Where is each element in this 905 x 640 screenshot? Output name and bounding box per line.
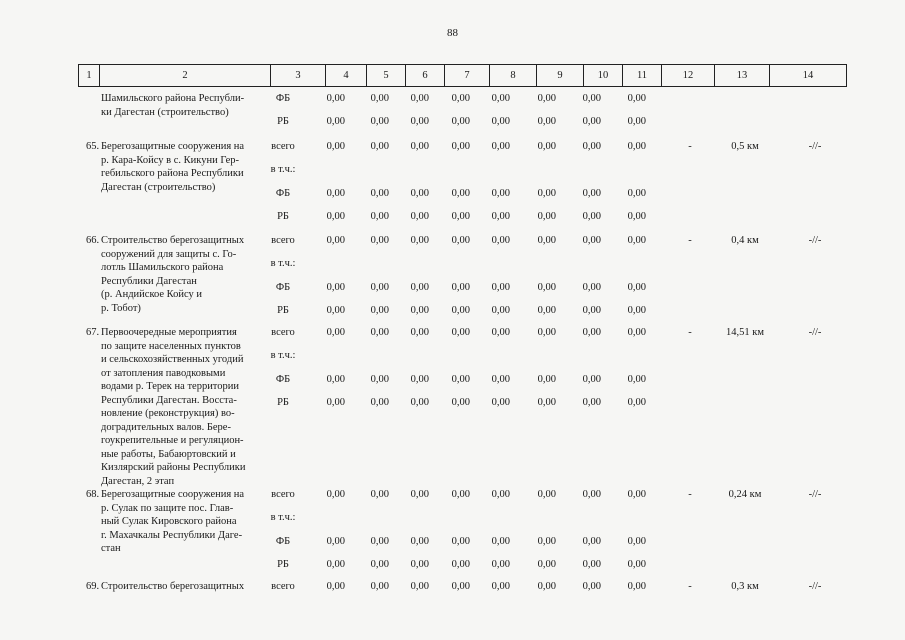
- header-cell: 6: [406, 65, 445, 87]
- value-cell: 0,00: [370, 93, 389, 104]
- value-cell: 0,00: [451, 188, 470, 199]
- value-cell: 0,00: [582, 211, 601, 222]
- value-cell: 0,00: [370, 305, 389, 316]
- funding-source-label: всего: [271, 141, 295, 152]
- header-cell: 9: [537, 65, 584, 87]
- header-cell: 5: [367, 65, 406, 87]
- value-cell: 0,00: [627, 211, 646, 222]
- value-cell: 0,00: [537, 397, 556, 408]
- row-description-line: гоукрепительные и регуляцион-: [101, 435, 244, 446]
- header-cell: 7: [445, 65, 490, 87]
- value-cell: 0,00: [627, 305, 646, 316]
- row-description-line: Берегозащитные сооружения на: [101, 489, 245, 500]
- funding-source-label: всего: [271, 327, 295, 338]
- value-cell: 0,00: [582, 305, 601, 316]
- row-description-line: и сельскохозяйственных угодий: [101, 354, 244, 365]
- column-12-cell: -: [688, 581, 692, 592]
- value-cell: 0,00: [326, 188, 345, 199]
- row-description-line: р. Тобот): [101, 302, 141, 314]
- value-cell: 0,00: [370, 235, 389, 246]
- funding-source-label: РБ: [277, 116, 289, 127]
- value-cell: 0,00: [370, 559, 389, 570]
- value-cell: 0,00: [451, 116, 470, 127]
- row-description-line: Строительство берегозащитных: [101, 235, 245, 246]
- value-cell: 0,00: [370, 489, 389, 500]
- value-cell: 0,00: [370, 282, 389, 293]
- value-cell: 0,00: [582, 397, 601, 408]
- value-cell: 0,00: [370, 536, 389, 547]
- value-cell: 0,00: [326, 397, 345, 408]
- row-number: 69.: [86, 581, 100, 592]
- row-description-line: Республики Дагестан: [101, 275, 197, 287]
- value-cell: 0,00: [491, 93, 510, 104]
- value-cell: 0,00: [326, 489, 345, 500]
- row-description-line: доградительных валов. Бере-: [101, 421, 231, 433]
- funding-source-label: в т.ч.:: [270, 350, 296, 361]
- header-cell: 14: [770, 65, 847, 87]
- value-cell: 0,00: [491, 581, 510, 592]
- funding-source-label: в т.ч.:: [270, 258, 296, 269]
- funding-source-label: РБ: [277, 559, 289, 570]
- funding-source-label: всего: [271, 235, 295, 246]
- row-description-line: по защите населенных пунктов: [101, 340, 241, 352]
- value-cell: 0,00: [451, 397, 470, 408]
- value-cell: 0,00: [582, 93, 601, 104]
- row-description-line: р. Кара-Койсу в с. Кикуни Гер-: [101, 154, 240, 166]
- value-cell: 0,00: [410, 305, 429, 316]
- value-cell: 0,00: [627, 93, 646, 104]
- value-cell: 0,00: [410, 282, 429, 293]
- value-cell: 0,00: [491, 211, 510, 222]
- value-cell: 0,00: [326, 211, 345, 222]
- value-cell: 0,00: [627, 327, 646, 338]
- header-cell: 1: [79, 65, 100, 87]
- value-cell: 0,00: [582, 116, 601, 127]
- value-cell: 0,00: [370, 397, 389, 408]
- header-cell: 12: [662, 65, 715, 87]
- value-cell: 0,00: [326, 305, 345, 316]
- value-cell: 0,00: [537, 327, 556, 338]
- length-km-cell: 0,4 км: [731, 235, 759, 246]
- column-14-cell: -//-: [808, 489, 822, 500]
- value-cell: 0,00: [537, 188, 556, 199]
- value-cell: 0,00: [326, 93, 345, 104]
- row-description-line: новление (реконструкция) во-: [101, 408, 235, 419]
- value-cell: 0,00: [537, 141, 556, 152]
- value-cell: 0,00: [582, 581, 601, 592]
- header-cell: 4: [326, 65, 367, 87]
- value-cell: 0,00: [410, 397, 429, 408]
- value-cell: 0,00: [370, 374, 389, 385]
- value-cell: 0,00: [370, 188, 389, 199]
- row-description-line: Кизлярский районы Республики: [101, 462, 246, 473]
- header-cell: 8: [490, 65, 537, 87]
- value-cell: 0,00: [627, 116, 646, 127]
- value-cell: 0,00: [537, 305, 556, 316]
- value-cell: 0,00: [537, 235, 556, 246]
- column-12-cell: -: [688, 141, 692, 152]
- value-cell: 0,00: [537, 374, 556, 385]
- value-cell: 0,00: [451, 235, 470, 246]
- header-cell: 13: [715, 65, 770, 87]
- row-description-line: Строительство берегозащитных: [101, 581, 245, 592]
- value-cell: 0,00: [627, 489, 646, 500]
- row-description-line: (р. Андийское Койсу и: [101, 289, 203, 300]
- row-description-line: р. Сулак по защите пос. Глав-: [101, 502, 234, 514]
- length-km-cell: 0,24 км: [728, 489, 762, 500]
- row-number: 67.: [86, 327, 100, 338]
- header-cell: 11: [623, 65, 662, 87]
- value-cell: 0,00: [582, 559, 601, 570]
- value-cell: 0,00: [410, 141, 429, 152]
- length-km-cell: 14,51 км: [726, 327, 764, 338]
- header-cell: 10: [584, 65, 623, 87]
- value-cell: 0,00: [410, 559, 429, 570]
- column-12-cell: -: [688, 489, 692, 500]
- row-description-line: Республики Дагестан. Восста-: [101, 394, 237, 406]
- value-cell: 0,00: [491, 397, 510, 408]
- value-cell: 0,00: [326, 559, 345, 570]
- value-cell: 0,00: [451, 141, 470, 152]
- value-cell: 0,00: [451, 581, 470, 592]
- value-cell: 0,00: [491, 116, 510, 127]
- value-cell: 0,00: [451, 374, 470, 385]
- value-cell: 0,00: [410, 489, 429, 500]
- value-cell: 0,00: [370, 211, 389, 222]
- value-cell: 0,00: [537, 116, 556, 127]
- value-cell: 0,00: [451, 211, 470, 222]
- value-cell: 0,00: [326, 282, 345, 293]
- value-cell: 0,00: [326, 374, 345, 385]
- value-cell: 0,00: [410, 116, 429, 127]
- header-cell: 3: [271, 65, 326, 87]
- value-cell: 0,00: [582, 536, 601, 547]
- value-cell: 0,00: [537, 581, 556, 592]
- value-cell: 0,00: [582, 489, 601, 500]
- column-header-row: [78, 64, 847, 87]
- value-cell: 0,00: [491, 374, 510, 385]
- row-description-line: гебильского района Республики: [101, 168, 244, 179]
- funding-source-label: ФБ: [275, 93, 291, 104]
- column-12-cell: -: [688, 327, 692, 338]
- value-cell: 0,00: [491, 536, 510, 547]
- length-km-cell: 0,3 км: [731, 581, 759, 592]
- value-cell: 0,00: [491, 327, 510, 338]
- value-cell: 0,00: [491, 141, 510, 152]
- funding-source-label: РБ: [277, 211, 289, 222]
- value-cell: 0,00: [370, 141, 389, 152]
- value-cell: 0,00: [627, 141, 646, 152]
- funding-source-label: ФБ: [275, 282, 291, 293]
- value-cell: 0,00: [410, 581, 429, 592]
- page-number: 88: [447, 27, 458, 39]
- value-cell: 0,00: [491, 235, 510, 246]
- value-cell: 0,00: [326, 235, 345, 246]
- row-description-line: лотль Шамильского района: [101, 262, 224, 273]
- funding-source-label: в т.ч.:: [270, 512, 296, 523]
- value-cell: 0,00: [326, 536, 345, 547]
- value-cell: 0,00: [582, 235, 601, 246]
- row-description-line: Шамильского района Республи-: [101, 93, 245, 104]
- value-cell: 0,00: [537, 489, 556, 500]
- value-cell: 0,00: [370, 327, 389, 338]
- value-cell: 0,00: [326, 581, 345, 592]
- value-cell: 0,00: [582, 282, 601, 293]
- value-cell: 0,00: [410, 93, 429, 104]
- value-cell: 0,00: [410, 327, 429, 338]
- value-cell: 0,00: [537, 93, 556, 104]
- column-14-cell: -//-: [808, 235, 822, 246]
- value-cell: 0,00: [370, 116, 389, 127]
- value-cell: 0,00: [451, 327, 470, 338]
- value-cell: 0,00: [627, 397, 646, 408]
- value-cell: 0,00: [326, 327, 345, 338]
- value-cell: 0,00: [627, 536, 646, 547]
- value-cell: 0,00: [451, 305, 470, 316]
- column-12-cell: -: [688, 235, 692, 246]
- funding-source-label: всего: [271, 489, 295, 500]
- value-cell: 0,00: [410, 235, 429, 246]
- value-cell: 0,00: [451, 93, 470, 104]
- value-cell: 0,00: [410, 188, 429, 199]
- funding-source-label: всего: [271, 581, 295, 592]
- row-description-line: Берегозащитные сооружения на: [101, 141, 245, 152]
- row-number: 66.: [86, 235, 100, 246]
- value-cell: 0,00: [451, 536, 470, 547]
- column-14-cell: -//-: [808, 327, 822, 338]
- value-cell: 0,00: [627, 235, 646, 246]
- value-cell: 0,00: [491, 282, 510, 293]
- value-cell: 0,00: [451, 282, 470, 293]
- value-cell: 0,00: [326, 116, 345, 127]
- value-cell: 0,00: [537, 559, 556, 570]
- row-description-line: ные работы, Бабаюртовский и: [101, 448, 236, 460]
- value-cell: 0,00: [582, 141, 601, 152]
- row-number: 68.: [86, 489, 100, 500]
- value-cell: 0,00: [627, 559, 646, 570]
- value-cell: 0,00: [491, 489, 510, 500]
- row-description-line: Дагестан (строительство): [101, 181, 216, 193]
- value-cell: 0,00: [410, 374, 429, 385]
- row-description-line: г. Махачкалы Республики Даге-: [101, 529, 243, 541]
- value-cell: 0,00: [627, 374, 646, 385]
- row-description-line: стан: [101, 543, 121, 554]
- value-cell: 0,00: [491, 188, 510, 199]
- funding-source-label: РБ: [277, 305, 289, 316]
- funding-source-label: ФБ: [275, 188, 291, 199]
- row-description-line: Дагестан, 2 этап: [101, 475, 175, 487]
- value-cell: 0,00: [627, 188, 646, 199]
- row-description-line: Первоочередные мероприятия: [101, 327, 237, 338]
- value-cell: 0,00: [537, 536, 556, 547]
- value-cell: 0,00: [451, 489, 470, 500]
- value-cell: 0,00: [627, 581, 646, 592]
- value-cell: 0,00: [491, 305, 510, 316]
- funding-source-label: ФБ: [275, 536, 291, 547]
- value-cell: 0,00: [326, 141, 345, 152]
- funding-source-label: в т.ч.:: [270, 164, 296, 175]
- column-14-cell: -//-: [808, 141, 822, 152]
- length-km-cell: 0,5 км: [731, 141, 759, 152]
- value-cell: 0,00: [451, 559, 470, 570]
- value-cell: 0,00: [491, 559, 510, 570]
- value-cell: 0,00: [537, 282, 556, 293]
- value-cell: 0,00: [537, 211, 556, 222]
- row-description-line: от затопления паводковыми: [101, 367, 226, 379]
- value-cell: 0,00: [582, 374, 601, 385]
- value-cell: 0,00: [582, 188, 601, 199]
- row-description-line: ный Сулак Кировского района: [101, 516, 237, 527]
- row-description-line: сооружений для защиты с. Го-: [101, 248, 237, 260]
- funding-source-label: ФБ: [275, 374, 291, 385]
- row-number: 65.: [86, 141, 100, 152]
- value-cell: 0,00: [627, 282, 646, 293]
- row-description-line: водами р. Терек на территории: [101, 381, 239, 392]
- funding-source-label: РБ: [277, 397, 289, 408]
- header-cell: 2: [100, 65, 271, 87]
- value-cell: 0,00: [370, 581, 389, 592]
- value-cell: 0,00: [582, 327, 601, 338]
- row-description-line: ки Дагестан (строительство): [101, 106, 229, 118]
- value-cell: 0,00: [410, 536, 429, 547]
- value-cell: 0,00: [410, 211, 429, 222]
- column-14-cell: -//-: [808, 581, 822, 592]
